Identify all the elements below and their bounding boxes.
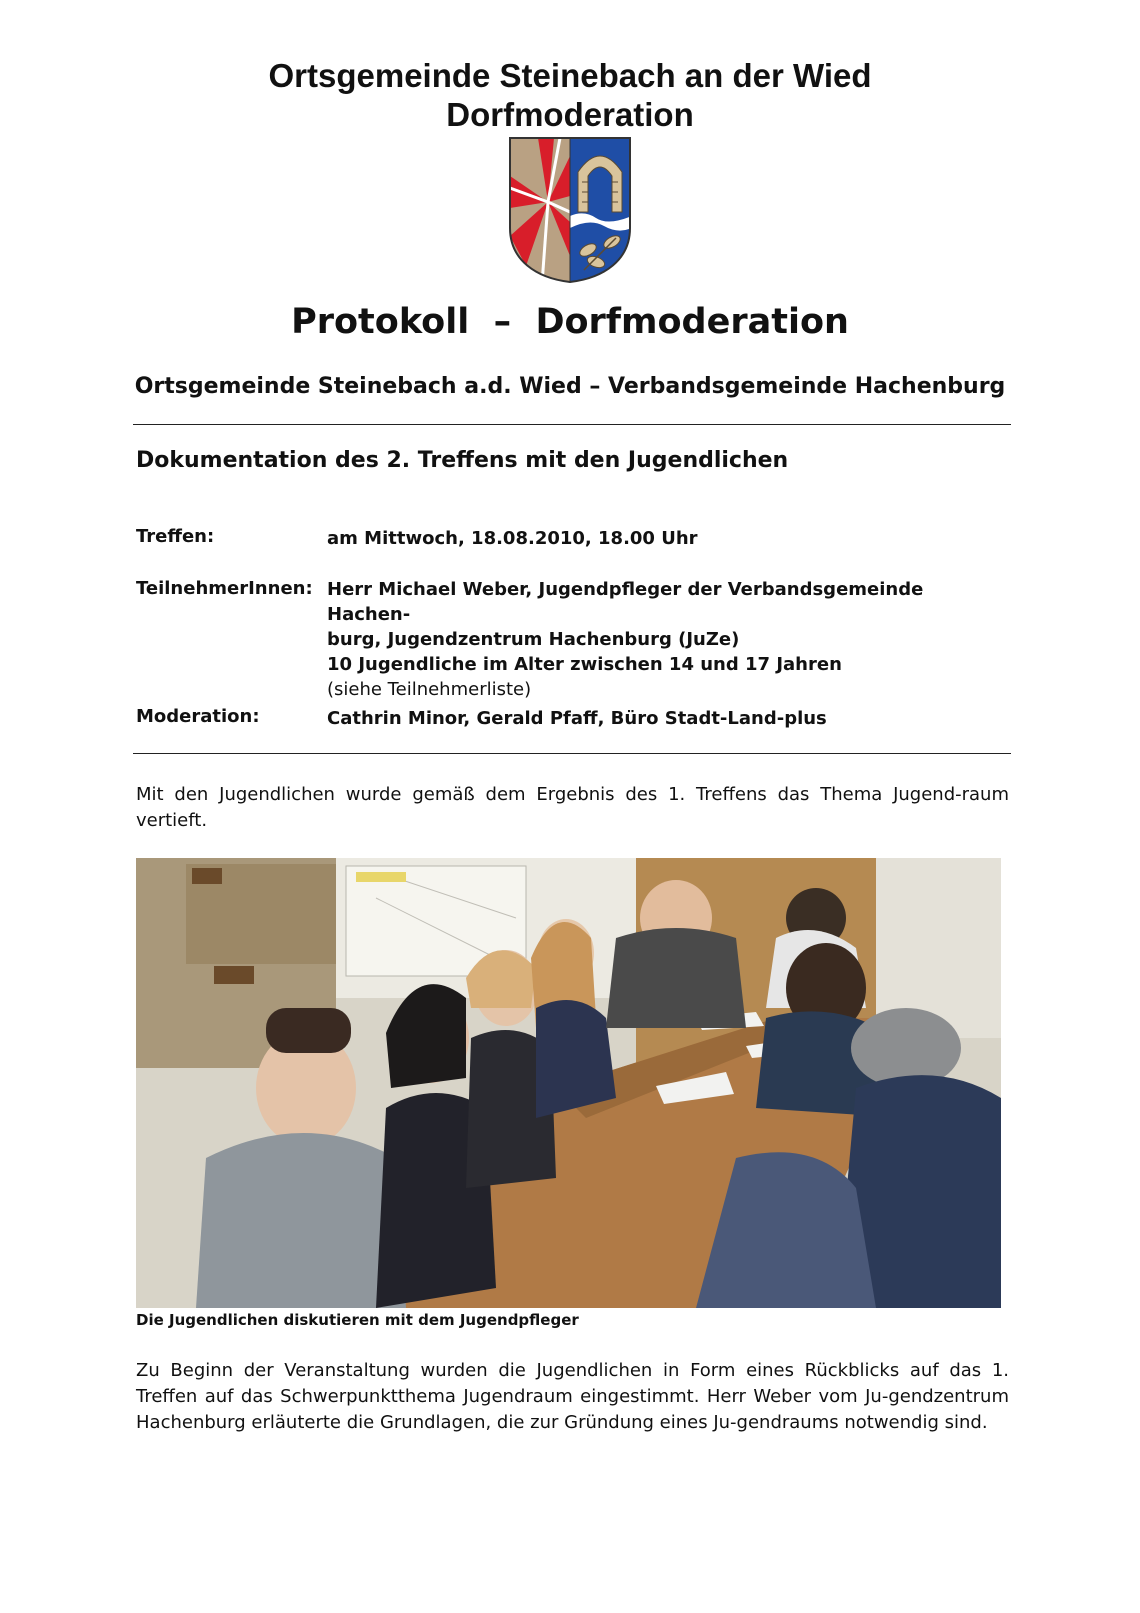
photo-caption: Die Jugendlichen diskutieren mit dem Jugendpfleger xyxy=(136,1311,579,1329)
teilnehmer-value xyxy=(327,577,1007,702)
meeting-photo xyxy=(136,858,1001,1308)
moderation-value: Cathrin Minor, Gerald Pfaff, Büro Stadt-Land-plus xyxy=(327,708,827,729)
coat-of-arms-icon xyxy=(508,136,632,284)
divider-bottom xyxy=(133,753,1011,754)
teilnehmer-line: burg, Jugendzentrum Hachenburg (JuZe) xyxy=(327,629,740,650)
divider-top xyxy=(133,424,1011,425)
teilnehmer-line: 10 Jugendliche im Alter zwischen 14 und 17 Jahren xyxy=(327,654,842,675)
document-title: Protokoll – Dorfmoderation xyxy=(291,302,849,342)
intro-paragraph: Mit den Jugendlichen wurde gemäß dem Ergebnis des 1. Treffens das Thema Jugend-raum vertieft. xyxy=(136,784,1009,831)
teilnehmer-note: (siehe Teilnehmerliste) xyxy=(327,679,532,700)
organization-line: Ortsgemeinde Steinebach a.d. Wied – Verbandsgemeinde Hachenburg xyxy=(134,374,1006,399)
treffen-label: Treffen: xyxy=(136,526,215,547)
header-title-line1: Ortsgemeinde Steinebach an der Wied xyxy=(268,57,872,94)
treffen-value: am Mittwoch, 18.08.2010, 18.00 Uhr xyxy=(327,528,698,549)
teilnehmer-line: Herr Michael Weber, Jugendpfleger der Verbandsgemeinde Hachen- xyxy=(327,579,924,625)
section-heading: Dokumentation des 2. Treffens mit den Jugendlichen xyxy=(136,448,789,473)
header-title-line2: Dorfmoderation xyxy=(446,96,694,133)
moderation-label: Moderation: xyxy=(136,706,260,727)
body-paragraph: Zu Beginn der Veranstaltung wurden die Jugendlichen in Form eines Rückblicks auf das 1. Treffen auf das Schwerpunktthema Jugendraum eingestimmt. Herr Weber vom Ju-gendzentrum Hachenburg erläuterte die Grundlagen, die zur Gründung eines Ju-gendraums notwendig sind. xyxy=(136,1360,1009,1433)
teilnehmer-label: TeilnehmerInnen: xyxy=(136,578,313,599)
